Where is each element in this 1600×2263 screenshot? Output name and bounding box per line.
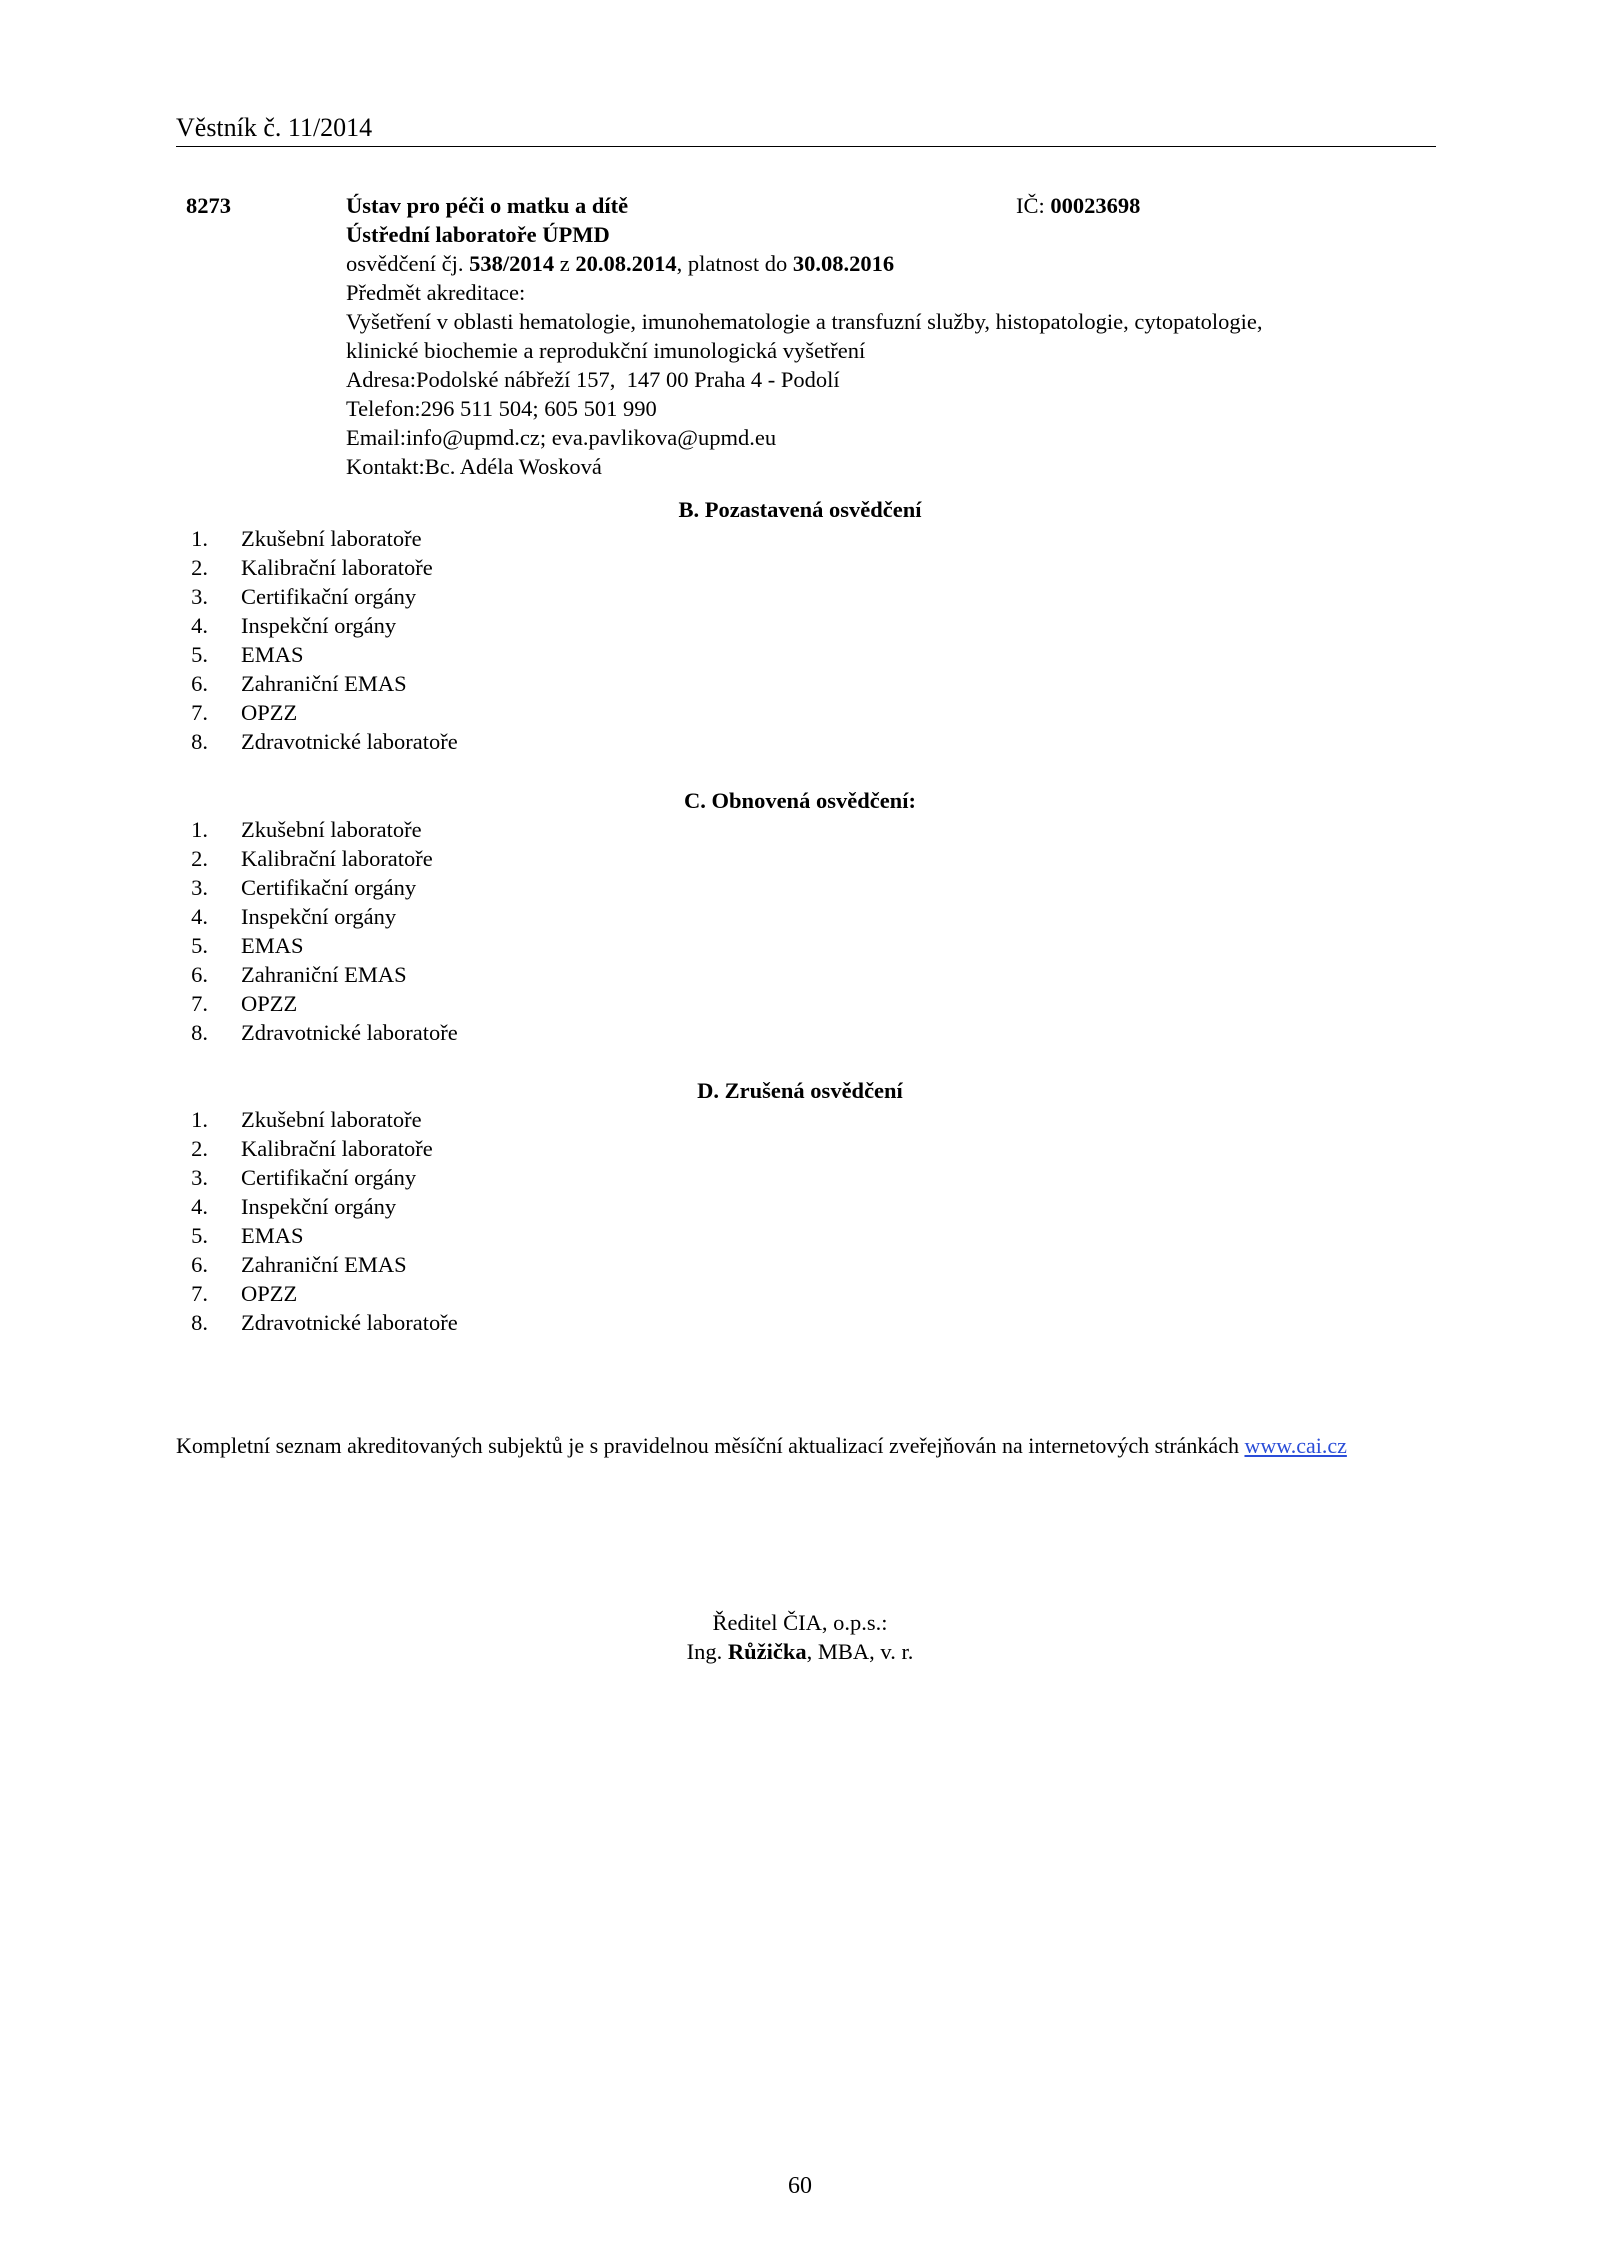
list-item xyxy=(0,611,458,640)
cert-number: 538/2014 xyxy=(469,251,555,276)
email-value: info@upmd.cz; eva.pavlikova@upmd.eu xyxy=(406,425,777,450)
list-item-text: Certifikační orgány xyxy=(241,584,417,609)
list-item xyxy=(0,815,458,844)
phone-value: 296 511 504; 605 501 990 xyxy=(420,396,657,421)
list-item-number: 7. xyxy=(191,700,208,725)
ic-value: 00023698 xyxy=(1050,193,1141,218)
list-item-text: Zdravotnické laboratoře xyxy=(241,1310,458,1335)
list-item-number: 8. xyxy=(191,1020,208,1045)
signature-suffix: , MBA, v. r. xyxy=(806,1639,914,1664)
list-item-number: 5. xyxy=(191,1223,208,1248)
entry-name: Ústav pro péči o matku a dítě xyxy=(346,193,629,218)
email-label: Email: xyxy=(346,425,406,450)
entry-number: 8273 xyxy=(186,193,231,218)
list-item-text: Inspekční orgány xyxy=(241,1194,397,1219)
list-item xyxy=(0,1192,458,1221)
list-item xyxy=(0,1250,458,1279)
list-item xyxy=(0,844,458,873)
subject-line-1: Vyšetření v oblasti hematologie, imunohematologie a transfuzní služby, histopatologie, cytopatologie, xyxy=(346,309,1263,334)
list-item-text: Kalibrační laboratoře xyxy=(241,1136,433,1161)
list-item-text: Inspekční orgány xyxy=(241,613,397,638)
cert-valid-label: , platnost do xyxy=(676,251,788,276)
contact-label: Kontakt: xyxy=(346,454,425,479)
list-item xyxy=(0,669,458,698)
section-title-c: C. Obnovená osvědčení: xyxy=(684,788,916,813)
cert-prefix: osvědčení čj. xyxy=(346,251,464,276)
phone-label: Telefon: xyxy=(346,396,421,421)
list-item-number: 3. xyxy=(191,1165,208,1190)
phone-row xyxy=(346,394,1396,423)
list-item-text: OPZZ xyxy=(241,991,298,1016)
list-item-text: Zkušební laboratoře xyxy=(241,526,422,551)
list-item xyxy=(0,989,458,1018)
list-item-text: Zahraniční EMAS xyxy=(241,962,407,987)
section-title-b: B. Pozastavená osvědčení xyxy=(678,497,922,522)
cai-website-link[interactable]: www.cai.cz xyxy=(1244,1433,1347,1458)
list-item-number: 1. xyxy=(191,1107,208,1132)
entry-certificate xyxy=(346,249,1396,278)
email-row xyxy=(346,423,1396,452)
signature-surname: Růžička xyxy=(727,1639,807,1664)
list-item xyxy=(0,931,458,960)
section-list-b xyxy=(0,524,458,756)
contact-value: Bc. Adéla Wosková xyxy=(424,454,602,479)
list-item-number: 6. xyxy=(191,671,208,696)
list-item-text: Zkušební laboratoře xyxy=(241,817,422,842)
list-item-number: 6. xyxy=(191,962,208,987)
list-item-text: EMAS xyxy=(241,933,304,958)
entry-ic xyxy=(1016,191,1140,220)
section-list-c xyxy=(0,815,458,1047)
list-item-text: OPZZ xyxy=(241,1281,298,1306)
list-item-number: 8. xyxy=(191,1310,208,1335)
cert-valid-to: 30.08.2016 xyxy=(792,251,895,276)
list-item xyxy=(0,1105,458,1134)
list-item xyxy=(0,873,458,902)
list-item xyxy=(0,698,458,727)
entry-details xyxy=(346,191,1396,481)
list-item xyxy=(0,960,458,989)
list-item xyxy=(0,1221,458,1250)
list-item-number: 2. xyxy=(191,846,208,871)
list-item xyxy=(0,902,458,931)
address-label: Adresa: xyxy=(346,367,416,392)
subject-line-2: klinické biochemie a reprodukční imunologická vyšetření xyxy=(346,338,866,363)
list-item-text: EMAS xyxy=(241,642,304,667)
list-item-text: OPZZ xyxy=(241,700,298,725)
list-item xyxy=(0,582,458,611)
list-item-text: Certifikační orgány xyxy=(241,875,417,900)
list-item-number: 7. xyxy=(191,1281,208,1306)
contact-row xyxy=(346,452,1396,481)
list-item-text: Kalibrační laboratoře xyxy=(241,846,433,871)
page-header-title: Věstník č. 11/2014 xyxy=(176,113,373,142)
footer-note-text: Kompletní seznam akreditovaných subjektů je s pravidelnou měsíční aktualizací zveřejňován na internetových stránkách xyxy=(176,1433,1239,1458)
list-item xyxy=(0,1163,458,1192)
address-row xyxy=(346,365,1396,394)
list-item-number: 4. xyxy=(191,1194,208,1219)
list-item xyxy=(0,1134,458,1163)
signature-prefix: Ing. xyxy=(686,1639,723,1664)
entry-unit: Ústřední laboratoře ÚPMD xyxy=(346,222,610,247)
list-item-number: 5. xyxy=(191,642,208,667)
address-value: Podolské nábřeží 157, 147 00 Praha 4 - Podolí xyxy=(415,367,840,392)
list-item-number: 1. xyxy=(191,526,208,551)
list-item xyxy=(0,1279,458,1308)
list-item xyxy=(0,1308,458,1337)
list-item-number: 6. xyxy=(191,1252,208,1277)
header-divider xyxy=(176,146,1436,147)
list-item-text: Zdravotnické laboratoře xyxy=(241,1020,458,1045)
subject-label: Předmět akreditace: xyxy=(346,280,526,305)
signature-title: Ředitel ČIA, o.p.s.: xyxy=(712,1610,888,1635)
list-item xyxy=(0,524,458,553)
footer-note xyxy=(176,1431,1436,1460)
list-item-number: 2. xyxy=(191,555,208,580)
section-list-d xyxy=(0,1105,458,1337)
list-item-text: Certifikační orgány xyxy=(241,1165,417,1190)
list-item-number: 4. xyxy=(191,904,208,929)
list-item xyxy=(0,553,458,582)
list-item-number: 4. xyxy=(191,613,208,638)
page-number: 60 xyxy=(788,2173,812,2199)
list-item xyxy=(0,727,458,756)
list-item-number: 7. xyxy=(191,991,208,1016)
list-item xyxy=(0,640,458,669)
list-item-text: Zkušební laboratoře xyxy=(241,1107,422,1132)
list-item-number: 2. xyxy=(191,1136,208,1161)
list-item-number: 3. xyxy=(191,875,208,900)
list-item-text: EMAS xyxy=(241,1223,304,1248)
list-item-text: Inspekční orgány xyxy=(241,904,397,929)
list-item-number: 5. xyxy=(191,933,208,958)
list-item-text: Zdravotnické laboratoře xyxy=(241,729,458,754)
list-item-number: 1. xyxy=(191,817,208,842)
section-title-d: D. Zrušená osvědčení xyxy=(697,1078,903,1103)
signature-name xyxy=(0,1637,1600,1666)
list-item-text: Zahraniční EMAS xyxy=(241,1252,407,1277)
list-item-text: Kalibrační laboratoře xyxy=(241,555,433,580)
cert-date: 20.08.2014 xyxy=(575,251,677,276)
list-item-text: Zahraniční EMAS xyxy=(241,671,407,696)
cert-from-label: z xyxy=(559,251,570,276)
list-item-number: 8. xyxy=(191,729,208,754)
ic-label: IČ: xyxy=(1016,193,1045,218)
list-item-number: 3. xyxy=(191,584,208,609)
list-item xyxy=(0,1018,458,1047)
